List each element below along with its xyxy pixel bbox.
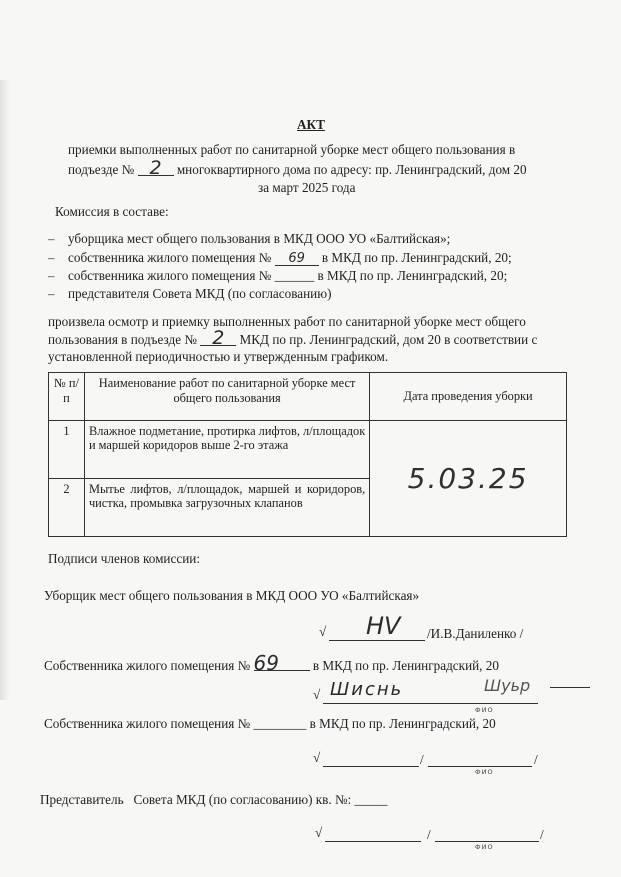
owner2-line	[44, 716, 496, 732]
owner2-before: Собственника жилого помещения №	[44, 716, 251, 731]
owner1-signature: Шиснь	[330, 679, 404, 700]
owner1-signature-line	[323, 703, 538, 704]
member-2-after: в МКД по пр. Ленинградский, 20;	[321, 250, 512, 265]
scan-shadow	[0, 80, 10, 700]
member-dash: –	[48, 268, 55, 283]
intro-line-2-before: подъезде №	[68, 162, 135, 177]
intro-line-1: приемки выполненных работ по санитарной уборке мест общего пользования в	[68, 142, 516, 157]
body-entrance-number-handwritten: 2	[200, 331, 236, 346]
member-dash: –	[48, 250, 55, 265]
owner1-apartment-handwritten: 69	[254, 656, 310, 671]
cleaner-name: /И.В.Даниленко /	[427, 626, 524, 641]
member-2-apartment-handwritten: 69	[275, 253, 319, 266]
body-line-3: установленной периодичностью и утвержденным графиком.	[48, 349, 389, 364]
owner2-check: √	[313, 750, 321, 765]
owner1-before: Собственника жилого помещения №	[44, 658, 251, 673]
body-line-2-after: МКД по пр. Ленинградский, дом 20 в соответствии с	[239, 332, 538, 347]
council-check: √	[315, 825, 323, 840]
member-4: представителя Совета МКД (по согласованию)	[68, 286, 332, 301]
table-row	[49, 421, 567, 479]
signatures-label: Подписи членов комиссии:	[48, 551, 200, 566]
member-3-blank: ______	[274, 268, 315, 283]
intro-line-2	[68, 157, 527, 179]
cleaner-label: Уборщик мест общего пользования в МКД ООО УО «Балтийская»	[44, 588, 420, 603]
owner1-fio-caption: ФИО	[475, 706, 494, 714]
owner2-separator: /	[420, 752, 424, 767]
council-signature-line	[325, 841, 421, 842]
member-2-before: собственника жилого помещения №	[68, 250, 272, 265]
row-number: 2	[49, 479, 85, 537]
row-number: 1	[49, 421, 85, 479]
member-dash: –	[48, 231, 55, 246]
commission-label: Комиссия в составе:	[55, 204, 169, 219]
council-label: Представитель Совета МКД (по согласованию) кв. №:	[40, 792, 352, 807]
header-work-name: Наименование работ по санитарной уборке мест общего пользования	[84, 373, 369, 421]
intro-line-3: за март 2025 года	[258, 180, 356, 195]
document-title: АКТ	[297, 117, 325, 132]
council-line	[40, 792, 388, 808]
works-table	[48, 372, 567, 537]
row-date	[370, 421, 567, 537]
body-line-2	[48, 327, 538, 349]
council-fio-caption: ФИО	[475, 843, 494, 851]
owner2-blank: ________	[253, 716, 307, 731]
owner1-line	[44, 651, 499, 675]
body-line-2-before: пользования в подъезде №	[48, 332, 197, 347]
owner2-after: в МКД по пр. Ленинградский, 20	[309, 716, 496, 731]
date-handwritten: 5.03.25	[407, 462, 529, 495]
owner1-check: √	[313, 687, 321, 702]
owner2-fio-caption: ФИО	[475, 768, 494, 776]
member-2	[68, 250, 512, 266]
intro-line-2-after: многоквартирного дома по адресу: пр. Ленинградский, дом 20	[176, 162, 527, 177]
owner2-name-line	[428, 766, 532, 767]
council-end: /	[540, 827, 544, 842]
owner2-signature-line	[323, 766, 419, 767]
council-blank: _____	[354, 792, 388, 807]
member-dash: –	[48, 286, 55, 301]
header-date: Дата проведения уборки	[370, 373, 567, 421]
council-name-line	[435, 841, 539, 842]
owner1-signature-2: Шуьр	[484, 676, 531, 695]
entrance-number-handwritten: 2	[138, 161, 174, 176]
cleaner-signature: НV	[366, 612, 401, 640]
owner2-end: /	[534, 752, 538, 767]
member-3-before: собственника жилого помещения №	[68, 268, 272, 283]
body-line-1: произвела осмотр и приемку выполненных работ по санитарной уборке мест общего	[48, 314, 526, 329]
council-separator: /	[427, 827, 431, 842]
member-3-after: в МКД по пр. Ленинградский, 20;	[317, 268, 508, 283]
table-header-row	[49, 373, 567, 421]
header-number: № п/п	[49, 373, 85, 421]
member-1: уборщика мест общего пользования в МКД ООО УО «Балтийская»;	[68, 231, 451, 246]
cleaner-check: √	[319, 624, 327, 639]
cleaner-signature-line	[329, 640, 425, 641]
row-work: Мытье лифтов, л/площадок, маршей и коридоров, чистка, промывка загрузочных клапанов	[84, 479, 369, 537]
owner1-signature-stroke	[550, 687, 590, 688]
row-work: Влажное подметание, протирка лифтов, л/площадок и маршей коридоров выше 2-го этажа	[84, 421, 369, 479]
owner1-after: в МКД по пр. Ленинградский, 20	[312, 658, 499, 673]
member-3	[68, 268, 507, 284]
